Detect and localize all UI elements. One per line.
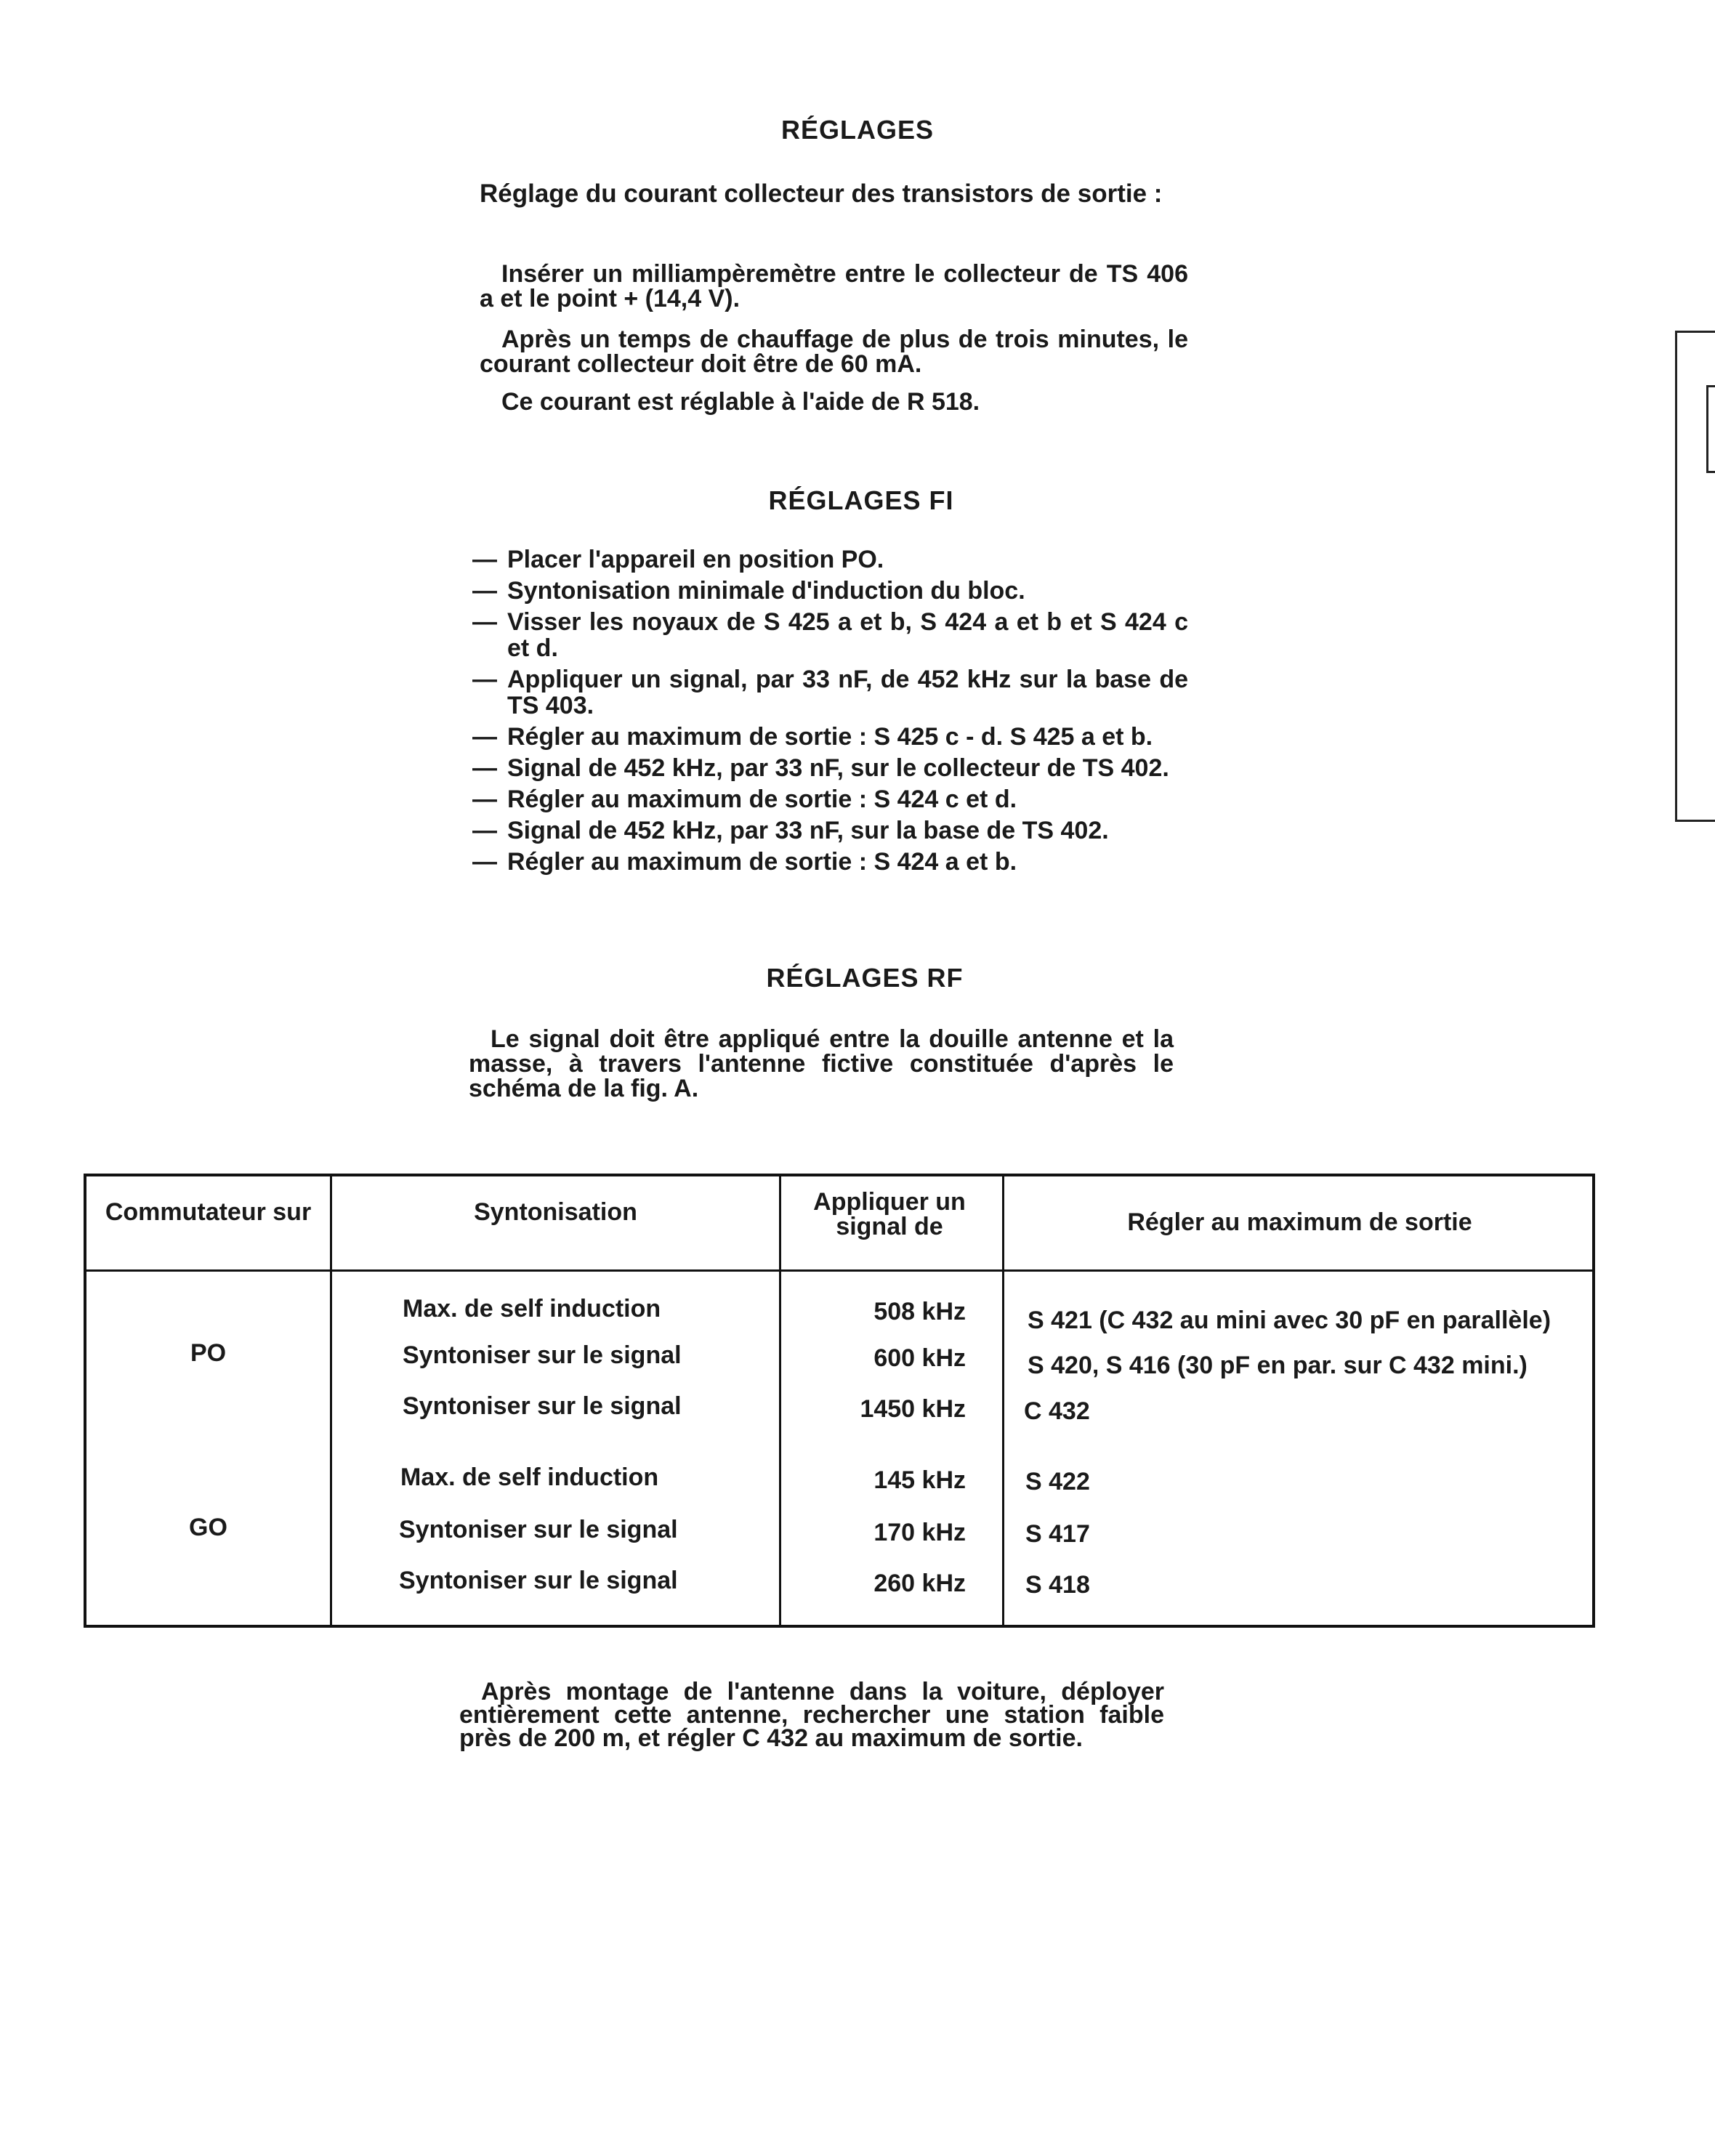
table-header-divider xyxy=(86,1269,1592,1272)
section-title-rf: RÉGLAGES RF xyxy=(766,963,964,993)
header-syntonisation: Syntonisation xyxy=(474,1198,637,1226)
regler-cell: S 420, S 416 (30 pF en par. sur C 432 mini.) xyxy=(1028,1352,1528,1379)
section-title-fi: RÉGLAGES FI xyxy=(768,485,954,515)
paragraph-1: Insérer un milliampèremètre entre le collecteur de TS 406 a et le point + (14,4 V). xyxy=(480,260,1188,312)
fi-step xyxy=(472,609,1188,661)
fi-step-text: Signal de 452 kHz, par 33 nF, sur la base de TS 402. xyxy=(507,817,1109,844)
fi-step-text: Visser les noyaux de S 425 a et b, S 424 a et b et S 424 c et d. xyxy=(507,608,1188,662)
closing-section xyxy=(459,1680,1164,1757)
paragraph-2: Après un temps de chauffage de plus de trois minutes, le courant collecteur doit être de 60 mA. xyxy=(480,326,1188,378)
fi-step xyxy=(472,849,1188,875)
fi-step-text: Régler au maximum de sortie : S 424 c et d. xyxy=(507,786,1017,813)
fi-step-text: Régler au maximum de sortie : S 424 a et b. xyxy=(507,848,1017,876)
syntonisation-cell: Syntoniser sur le signal xyxy=(403,1392,682,1420)
dash-bullet: — xyxy=(472,817,497,844)
closing-text: Après montage de l'antenne dans la voiture, déployer entièrement cette antenne, rechercher une station faible près de 200 m, et régler C 432 au maximum de sortie. xyxy=(459,1678,1164,1752)
regler-cell: S 418 xyxy=(1025,1571,1090,1599)
fi-step-text: Signal de 452 kHz, par 33 nF, sur le collecteur de TS 402. xyxy=(507,754,1169,782)
fi-step-text: Syntonisation minimale d'induction du bloc. xyxy=(507,577,1025,605)
signal-cell: 1450 kHz xyxy=(860,1395,966,1423)
commutateur-po: PO xyxy=(190,1339,227,1367)
fi-step xyxy=(472,666,1188,719)
adjustment-table xyxy=(84,1174,1595,1628)
table-divider xyxy=(779,1176,781,1625)
fi-step xyxy=(472,578,1188,604)
syntonisation-cell: Syntoniser sur le signal xyxy=(403,1341,682,1369)
signal-cell: 145 kHz xyxy=(873,1466,966,1494)
syntonisation-cell: Syntoniser sur le signal xyxy=(399,1567,678,1594)
header-regler: Régler au maximum de sortie xyxy=(1127,1208,1472,1236)
paragraph-3: Ce courant est réglable à l'aide de R 518. xyxy=(501,388,980,416)
regler-cell: S 422 xyxy=(1025,1468,1090,1495)
table-divider xyxy=(1002,1176,1004,1625)
fi-step xyxy=(472,724,1188,750)
regler-cell: C 432 xyxy=(1024,1397,1090,1425)
section-fi-list xyxy=(472,546,1188,880)
header-appliquer: Appliquer un signal de xyxy=(813,1188,966,1240)
dash-bullet: — xyxy=(472,577,497,605)
dash-bullet: — xyxy=(472,608,497,636)
header-commutateur: Commutateur sur xyxy=(105,1198,312,1226)
fi-step xyxy=(472,786,1188,812)
section-subtitle-collecteur: Réglage du courant collecteur des transistors de sortie : xyxy=(480,179,1163,208)
page-edge-bracket-inner xyxy=(1706,385,1715,473)
section-title-reglages: RÉGLAGES xyxy=(780,115,935,145)
dash-bullet: — xyxy=(472,666,497,693)
fi-step xyxy=(472,755,1188,781)
dash-bullet: — xyxy=(472,754,497,782)
section-reglages-paragraphs xyxy=(480,262,1188,421)
dash-bullet: — xyxy=(472,786,497,813)
dash-bullet: — xyxy=(472,723,497,751)
signal-cell: 508 kHz xyxy=(873,1298,966,1325)
dash-bullet: — xyxy=(472,848,497,876)
syntonisation-cell: Syntoniser sur le signal xyxy=(399,1516,678,1543)
table-divider xyxy=(330,1176,332,1625)
commutateur-go: GO xyxy=(189,1514,227,1541)
syntonisation-cell: Max. de self induction xyxy=(403,1295,661,1323)
section-reglages-body xyxy=(480,179,1188,208)
rf-intro-text: Le signal doit être appliqué entre la douille antenne et la masse, à travers l'antenne fictive constituée d'après le schéma de la fig. A. xyxy=(469,1025,1174,1102)
signal-cell: 260 kHz xyxy=(873,1570,966,1597)
signal-cell: 170 kHz xyxy=(873,1519,966,1546)
fi-step-text: Appliquer un signal, par 33 nF, de 452 kHz sur la base de TS 403. xyxy=(507,666,1188,719)
regler-cell: S 417 xyxy=(1025,1520,1090,1548)
fi-step xyxy=(472,546,1188,573)
dash-bullet: — xyxy=(472,546,497,573)
syntonisation-cell: Max. de self induction xyxy=(400,1463,659,1491)
fi-step-text: Placer l'appareil en position PO. xyxy=(507,546,884,573)
signal-cell: 600 kHz xyxy=(873,1344,966,1372)
regler-cell: S 421 (C 432 au mini avec 30 pF en parallèle) xyxy=(1028,1307,1551,1334)
fi-step-text: Régler au maximum de sortie : S 425 c - d. S 425 a et b. xyxy=(507,723,1153,751)
section-rf-intro xyxy=(469,1027,1174,1108)
fi-step xyxy=(472,817,1188,844)
